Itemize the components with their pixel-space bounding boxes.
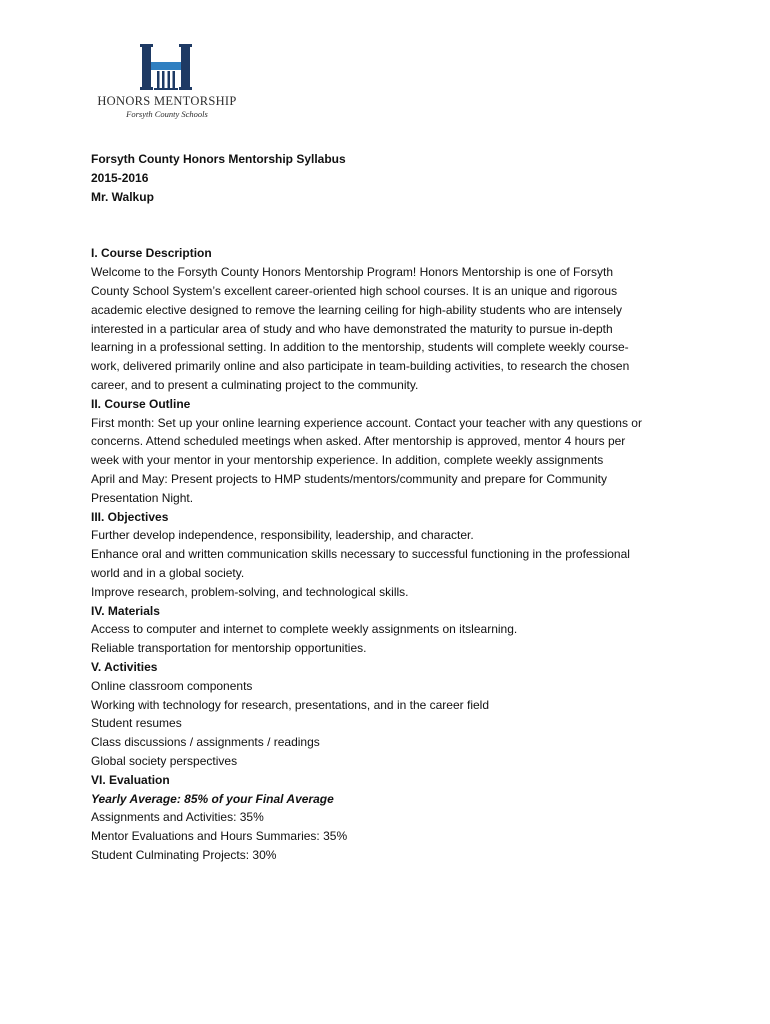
paragraph-line: career, and to present a culminating project to the community. <box>91 377 419 392</box>
document-title: Forsyth County Honors Mentorship Syllabus <box>91 152 346 166</box>
list-item: Working with technology for research, presentations, and in the career field <box>91 697 489 712</box>
list-item: Student resumes <box>91 716 182 731</box>
evaluation-emphasis: Yearly Average: 85% of your Final Average <box>91 791 334 806</box>
document-teacher: Mr. Walkup <box>91 189 154 204</box>
paragraph-line: Improve research, problem-solving, and technological skills. <box>91 584 409 599</box>
section-heading-course-description: I. Course Description <box>91 246 212 261</box>
list-item: Student Culminating Projects: 30% <box>91 847 277 862</box>
section-heading-materials: IV. Materials <box>91 603 160 618</box>
paragraph-line: First month: Set up your online learning experience account. Contact your teacher with any questions or <box>91 415 642 430</box>
honors-mentorship-logo <box>88 40 246 124</box>
paragraph-line: learning in a professional setting. In addition to the mentorship, students will complete weekly course- <box>91 340 629 355</box>
section-heading-objectives: III. Objectives <box>91 509 169 524</box>
list-item: Global society perspectives <box>91 753 238 768</box>
spacer <box>91 206 691 225</box>
list-item: Online classroom components <box>91 678 253 693</box>
section-heading-activities: V. Activities <box>91 659 158 674</box>
list-item: Assignments and Activities: 35% <box>91 810 264 825</box>
paragraph-line: Reliable transportation for mentorship opportunities. <box>91 641 367 656</box>
document-year: 2015-2016 <box>91 170 149 185</box>
list-item: Class discussions / assignments / readings <box>91 735 320 750</box>
honors-mentorship-emblem-icon <box>140 44 192 92</box>
logo-name: HONORS MENTORSHIP <box>97 94 237 108</box>
paragraph-line: Presentation Night. <box>91 490 194 505</box>
paragraph-line: April and May: Present projects to HMP students/mentors/community and prepare for Community <box>91 471 607 486</box>
section-heading-course-outline: II. Course Outline <box>91 396 191 411</box>
paragraph-line: week with your mentor in your mentorship experience. In addition, complete weekly assignments <box>91 453 604 468</box>
spacer <box>91 225 691 244</box>
paragraph-line: concerns. Attend scheduled meetings when asked. After mentorship is approved, mentor 4 hours per <box>91 434 626 449</box>
paragraph-line: County School System’s excellent career-oriented high school courses. It is an unique and rigorous <box>91 283 618 298</box>
paragraph-line: work, delivered primarily online and also participate in team-building activities, to research the chosen <box>91 359 630 374</box>
syllabus-document <box>91 150 691 865</box>
paragraph-line: Further develop independence, responsibility, leadership, and character. <box>91 528 474 543</box>
list-item: Mentor Evaluations and Hours Summaries: 35% <box>91 829 348 844</box>
paragraph-line: world and in a global society. <box>91 565 245 580</box>
paragraph-line: interested in a particular area of study and who have demonstrated the maturity to pursue in-depth <box>91 321 613 336</box>
logo-subtitle: Forsyth County Schools <box>126 109 208 119</box>
section-heading-evaluation: VI. Evaluation <box>91 772 170 787</box>
paragraph-line: Enhance oral and written communication skills necessary to successful functioning in the professional <box>91 547 630 562</box>
paragraph-line: academic elective designed to remove the learning ceiling for high-ability students who are intensely <box>91 302 622 317</box>
paragraph-line: Welcome to the Forsyth County Honors Mentorship Program! Honors Mentorship is one of Forsyth <box>91 265 613 280</box>
paragraph-line: Access to computer and internet to complete weekly assignments on itslearning. <box>91 622 518 637</box>
